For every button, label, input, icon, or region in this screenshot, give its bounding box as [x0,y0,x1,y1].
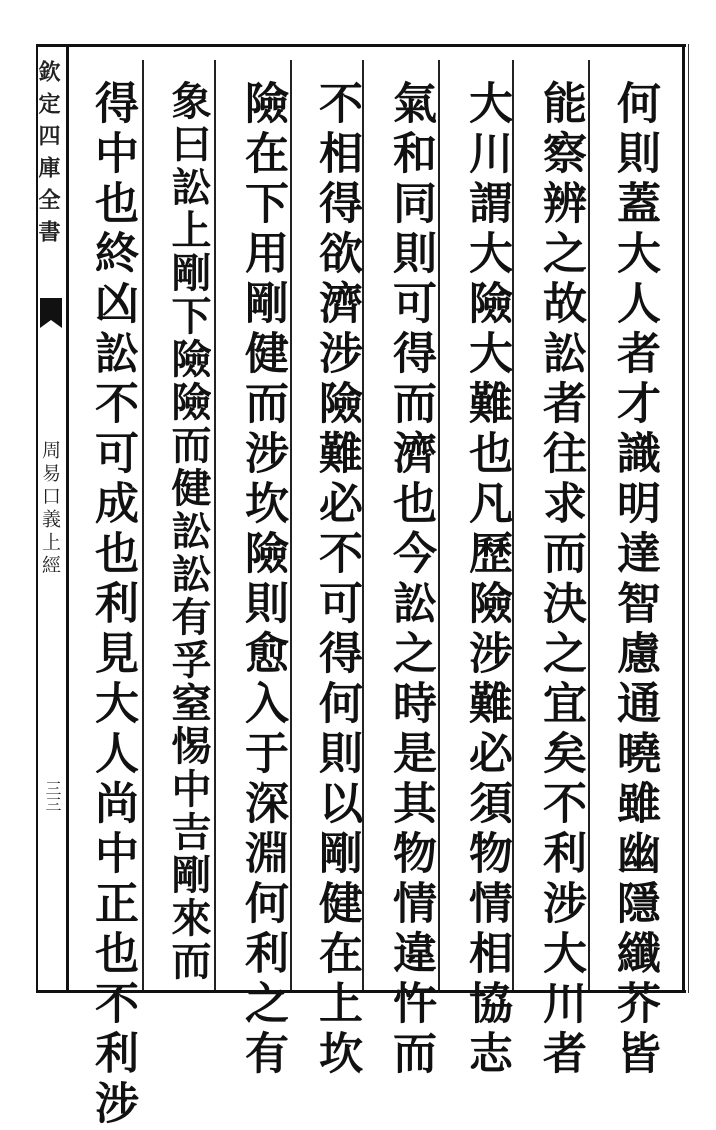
fish-tail-mark-icon [40,298,62,328]
section-title: 周易口義上經 [39,440,61,578]
text-column-3: 大川謂大險大難也凡歷險涉難必須物情相協志 [461,80,512,1080]
top-border-rule [36,44,686,47]
text-column-1: 何則蓋大人者才識明達智慮通曉雖幽隱纖芥皆 [609,80,660,1080]
text-column-4: 氣和同則可得而濟也今訟之時是其物情違忤而 [385,80,436,1080]
text-column-5: 不相得欲濟涉險難必不可得何則以剛健在上坎 [311,80,362,1080]
page-number: 三三 [43,780,62,812]
right-border-rule [682,44,685,993]
text-column-8: 得中也終凶訟不可成也利見大人尚中正也不利涉 [87,80,138,1130]
text-column-2: 能察辨之故訟者往求而決之宜矣不利涉大川者 [535,80,586,1080]
column-divider [142,60,144,990]
book-title: 欽定四庫全書 [35,60,61,252]
margin-divider-rule [66,44,69,993]
right-border-inner-rule [688,44,689,993]
text-column-7: 象曰訟上剛下險險而健訟訟有孚窒惕中吉剛來而 [165,80,212,983]
text-column-6: 險在下用剛健而涉坎險則愈入于深淵何利之有 [237,80,288,1080]
